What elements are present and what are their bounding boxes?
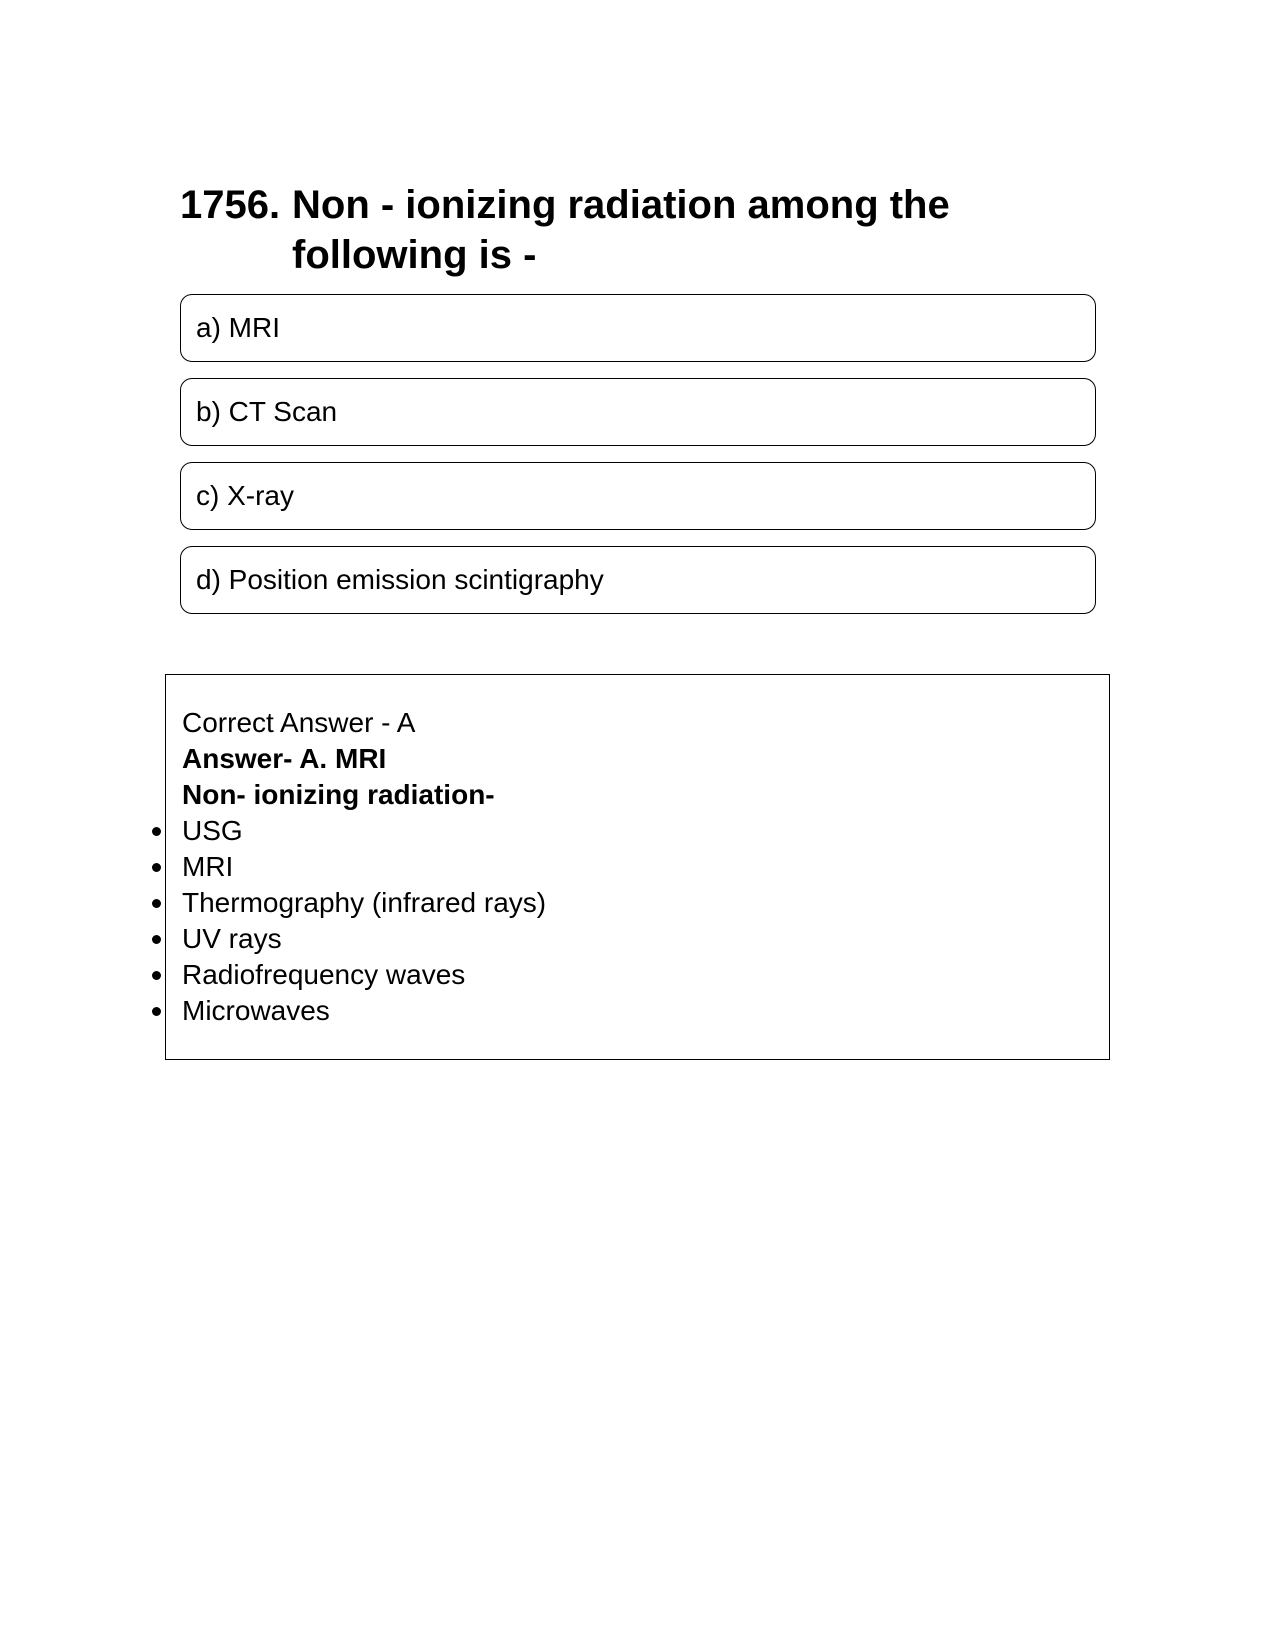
- list-item-text: Microwaves: [182, 995, 330, 1026]
- bullet-icon: [152, 863, 161, 872]
- options-list: [180, 294, 1096, 630]
- list-item-text: UV rays: [182, 923, 282, 954]
- option-label: d) Position emission scintigraphy: [196, 564, 604, 595]
- option-label: b) CT Scan: [196, 396, 338, 427]
- bullet-icon: [152, 899, 161, 908]
- list-heading: Non- ionizing radiation-: [182, 779, 495, 810]
- bullet-icon: [152, 1007, 161, 1016]
- correct-answer-line: Correct Answer - A: [182, 707, 416, 738]
- option-c[interactable]: [180, 462, 1096, 530]
- bullet-icon: [152, 827, 161, 836]
- list-item: [182, 885, 1109, 921]
- list-item: [182, 993, 1109, 1029]
- bullet-icon: [152, 935, 161, 944]
- list-item: [182, 849, 1109, 885]
- list-item-text: Thermography (infrared rays): [182, 887, 547, 918]
- question-number: 1756.: [180, 183, 281, 227]
- option-d[interactable]: [180, 546, 1096, 614]
- bullet-icon: [152, 971, 161, 980]
- question-heading: [180, 180, 1060, 280]
- option-b[interactable]: [180, 378, 1096, 446]
- list-item: [182, 957, 1109, 993]
- option-label: c) X-ray: [196, 480, 294, 511]
- answer-explanation-box: [165, 674, 1110, 1060]
- question-text: Non - ionizing radiation among the following is -: [292, 183, 950, 277]
- list-item: [182, 921, 1109, 957]
- answer-line: Answer- A. MRI: [182, 743, 387, 774]
- list-item-text: MRI: [182, 851, 234, 882]
- option-a[interactable]: [180, 294, 1096, 362]
- option-label: a) MRI: [196, 312, 280, 343]
- list-item: [182, 813, 1109, 849]
- list-item-text: USG: [182, 815, 243, 846]
- radiation-list: [182, 813, 1109, 1029]
- list-item-text: Radiofrequency waves: [182, 959, 466, 990]
